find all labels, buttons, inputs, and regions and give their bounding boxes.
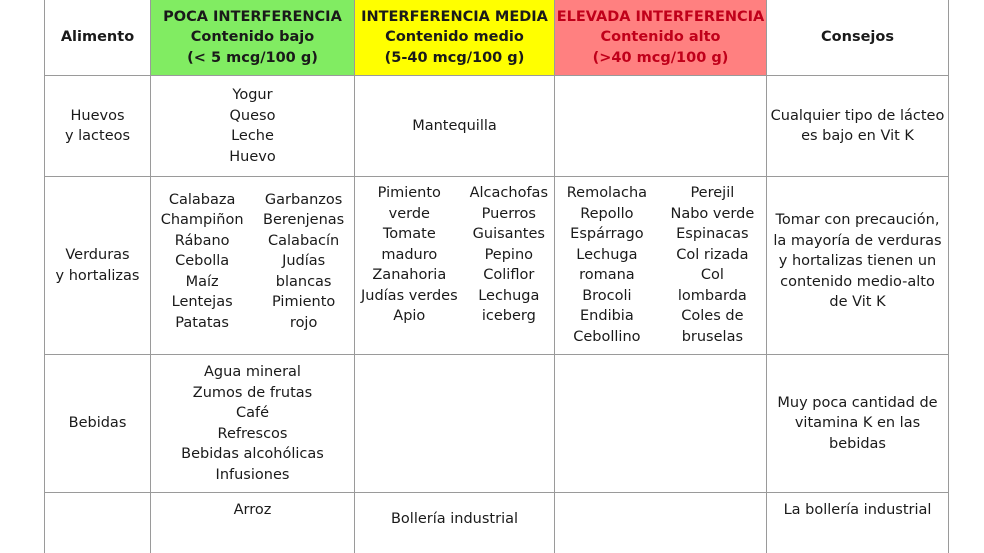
list-item: Agua mineral	[204, 364, 301, 380]
list-item: Perejil	[690, 185, 735, 201]
list-item: lombarda	[677, 287, 747, 304]
list-item: Zumos de frutas	[192, 384, 313, 401]
header-poca-interferencia	[150, 0, 354, 76]
header-consejos: Consejos	[766, 0, 949, 76]
list-item: bruselas	[681, 328, 744, 345]
alta-column-b	[670, 183, 754, 347]
list-item: Espárrago	[570, 226, 644, 242]
header-alimento: Alimento	[44, 0, 150, 76]
row-next-elevada	[554, 493, 766, 553]
list-item: Judías	[282, 253, 326, 270]
list-item: Col rizada	[676, 246, 749, 263]
list-item: iceberg	[481, 308, 536, 324]
row-verduras-elevada	[554, 177, 766, 355]
row-next-consejo: La bollería industrial	[766, 493, 949, 553]
list-item: Bebidas alcohólicas	[181, 446, 324, 462]
header-poca-sub: Contenido bajo	[190, 29, 315, 46]
header-poca-title: POCA INTERFERENCIA	[163, 8, 342, 25]
list-item: Calabaza	[168, 191, 236, 208]
row-verduras-media	[354, 177, 554, 355]
list-item: Brocoli	[582, 287, 632, 304]
list-item: Judías verdes	[360, 287, 458, 304]
row-huevos-alimento: Huevos y lacteos	[44, 76, 150, 177]
row-huevos-consejo: Cualquier tipo de lácteo es bajo en Vit K	[766, 76, 949, 177]
media-column-b	[470, 183, 548, 327]
list-item: Tomate	[382, 226, 436, 242]
list-item: Patatas	[175, 314, 229, 331]
header-elevada-sub: Contenido alto	[600, 29, 721, 46]
vitamin-k-table	[44, 0, 949, 540]
poca-column-a	[161, 190, 244, 334]
alta-column-a	[567, 183, 647, 347]
header-media-range: (5-40 mcg/100 g)	[384, 49, 525, 66]
list-item: Yogur	[232, 87, 273, 103]
list-item: Coles de	[681, 308, 744, 324]
row-huevos-poca	[150, 76, 354, 177]
list-item: Col	[700, 267, 724, 283]
header-interferencia-media	[354, 0, 554, 76]
list-item: Cebollino	[573, 328, 641, 345]
media-column-a	[361, 183, 458, 327]
list-item: Zanahoria	[372, 267, 447, 283]
list-item: Arroz	[233, 502, 272, 518]
list-item: verde	[388, 205, 430, 222]
list-item: Mantequilla	[412, 117, 497, 134]
list-item: Coliflor	[483, 267, 535, 283]
row-bebidas-elevada	[554, 355, 766, 493]
list-item: Lentejas	[171, 294, 233, 311]
list-item: Endibia	[580, 308, 634, 324]
row-verduras-poca	[150, 177, 354, 355]
row-huevos-media	[354, 76, 554, 177]
list-item: Espinacas	[676, 226, 749, 242]
header-media-title: INTERFERENCIA MEDIA	[361, 8, 548, 25]
list-item: rojo	[289, 314, 318, 331]
poca-column-b	[263, 190, 344, 334]
list-item: Guisantes	[472, 226, 545, 242]
row-verduras-consejo: Tomar con precaución, la mayoría de verduras y hortalizas tienen un contenido medio-alto de Vit K	[766, 177, 949, 355]
header-elevada-title: ELEVADA INTERFERENCIA	[556, 8, 765, 25]
header-elevada-interferencia	[554, 0, 766, 76]
list-item: blancas	[275, 273, 332, 290]
row-bebidas-alimento: Bebidas	[44, 355, 150, 493]
row-bebidas-consejo: Muy poca cantidad de vitamina K en las bebidas	[766, 355, 949, 493]
list-item: Huevo	[229, 148, 276, 165]
list-item: Lechuga	[478, 287, 540, 304]
list-item: Apio	[393, 308, 426, 324]
list-item: Cebolla	[175, 253, 230, 270]
row-next-poca	[150, 493, 354, 553]
row-verduras-alimento: Verduras y hortalizas	[44, 177, 150, 355]
list-item: Pimiento	[377, 185, 441, 201]
list-item: Rábano	[174, 232, 230, 249]
list-item: Queso	[229, 107, 276, 124]
list-item: Refrescos	[217, 425, 288, 442]
list-item: Pimiento	[271, 294, 336, 311]
row-huevos-elevada	[554, 76, 766, 177]
row-bebidas-poca	[150, 355, 354, 493]
list-item: Garbanzos	[264, 191, 343, 208]
list-item: Nabo verde	[670, 205, 755, 222]
list-item: Remolacha	[566, 185, 648, 201]
list-item: romana	[579, 267, 635, 283]
row-next-alimento	[44, 493, 150, 553]
list-item: Maíz	[185, 273, 219, 290]
list-item: Lechuga	[576, 246, 638, 263]
list-item: maduro	[381, 246, 438, 263]
list-item: Leche	[231, 128, 274, 144]
list-item: Café	[235, 405, 270, 421]
list-item: Calabacín	[268, 232, 340, 249]
list-item: Champiñon	[160, 212, 244, 229]
list-item: Alcachofas	[469, 185, 548, 201]
row-bebidas-media	[354, 355, 554, 493]
list-item: Berenjenas	[263, 212, 345, 229]
list-item: Pepino	[484, 246, 534, 263]
list-item: Infusiones	[215, 466, 290, 483]
header-poca-range: (< 5 mcg/100 g)	[187, 49, 318, 66]
header-elevada-range: (>40 mcg/100 g)	[592, 49, 729, 66]
list-item: Puerros	[481, 205, 536, 222]
list-item: Bollería industrial	[390, 511, 519, 527]
row-next-media	[354, 493, 554, 553]
header-media-sub: Contenido medio	[385, 29, 524, 46]
list-item: Repollo	[580, 205, 634, 222]
